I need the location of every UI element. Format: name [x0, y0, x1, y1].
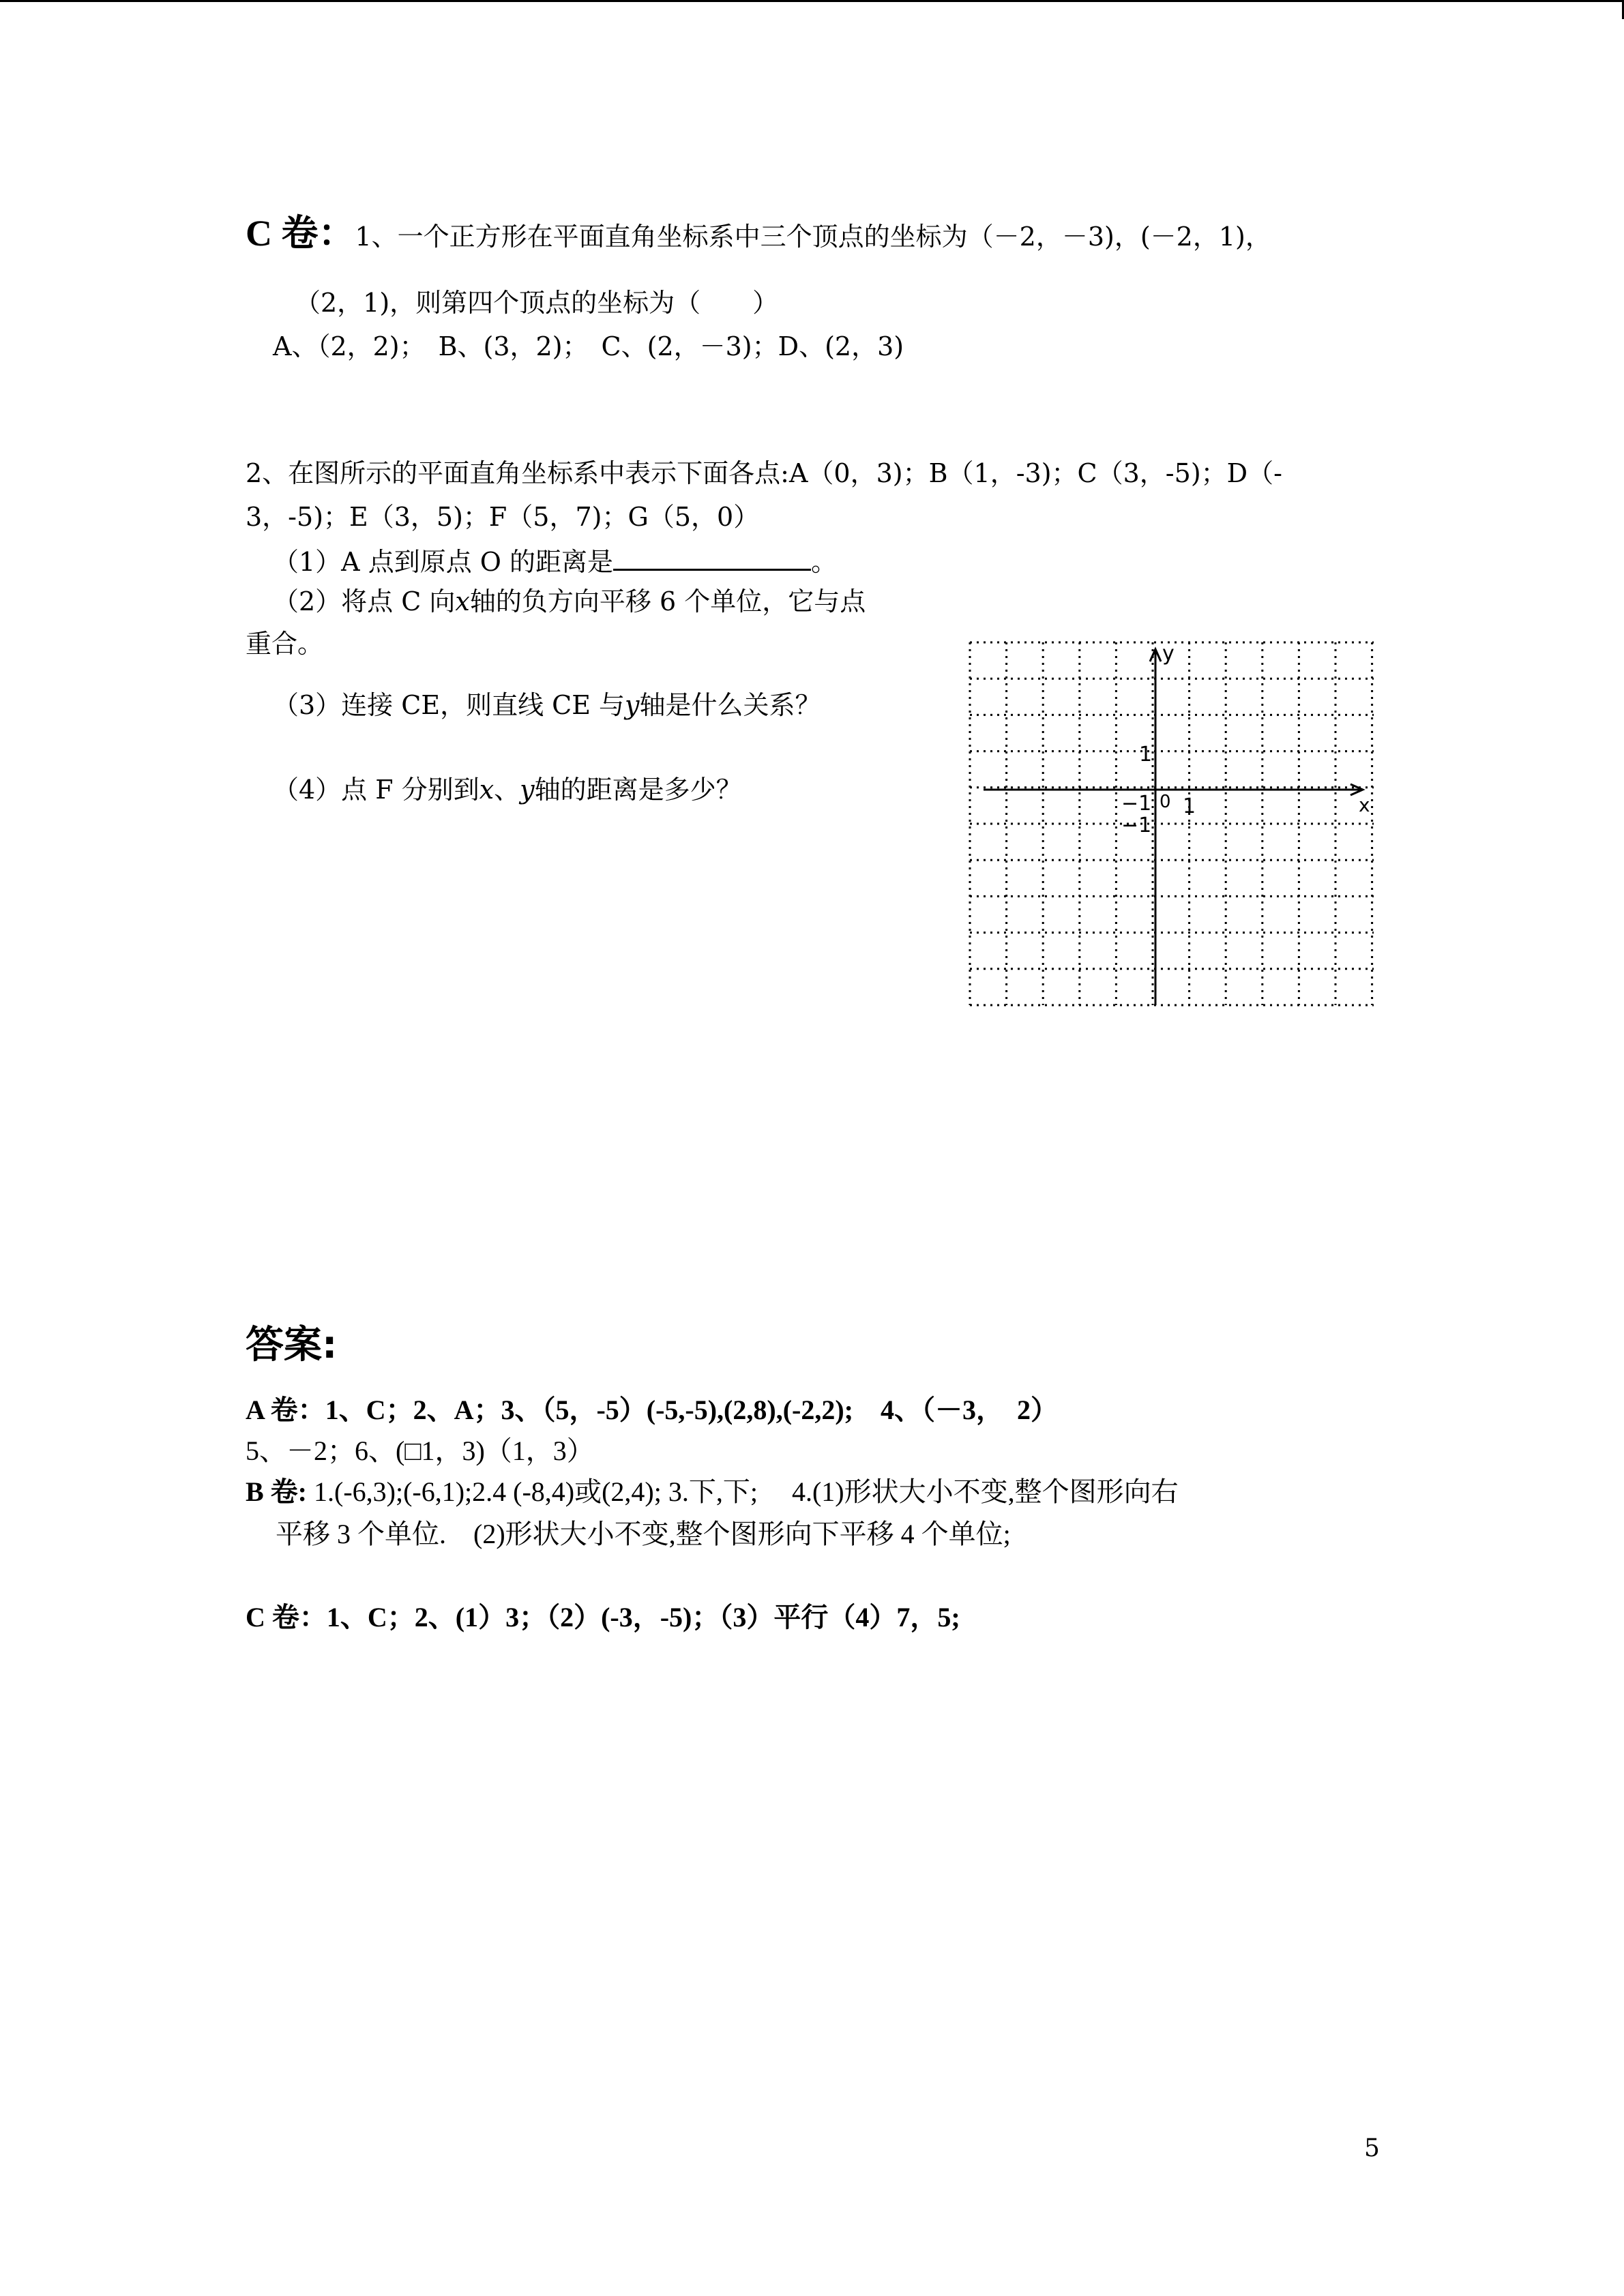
question-1-options: A、（2，2)； B、(3，2)； C、(2，－3)；D、(2，3) — [273, 331, 904, 361]
sub-3-text: （3）连接 CE，则直线 CE 与 — [273, 690, 625, 720]
sub-3-variable: y — [625, 690, 640, 720]
page-top-border — [0, 0, 1624, 2]
page-number: 5 — [1364, 2134, 1380, 2162]
sub-2-text: （2）将点 C 向 — [273, 586, 456, 616]
tick-y-negative: −1 — [1121, 814, 1152, 837]
axes — [984, 649, 1363, 1005]
sub-2-text-end: 轴的负方向平移 6 个单位，它与点 — [469, 586, 866, 616]
sub-2-variable: x — [455, 586, 470, 616]
answer-c-label: C 卷： — [246, 1602, 327, 1632]
sub-4-variable-y: y — [520, 775, 535, 805]
y-axis-label: y — [1162, 642, 1175, 666]
question-1-line-1 — [246, 213, 1271, 254]
tick-y-positive: 1 — [1139, 743, 1153, 766]
question-2-line-1: 2、在图所示的平面直角坐标系中表示下面各点:A（0，3)；B（1，-3)；C（3，-5)；D（- — [246, 458, 1282, 488]
tick-x-positive: 1 — [1183, 794, 1196, 818]
question-1-text: 1、一个正方形在平面直角坐标系中三个顶点的坐标为（－2，－3)，(－2，1)， — [355, 222, 1271, 252]
question-2-line-2: 3，-5)；E（3，5)；F（5，7)；G（5，0） — [246, 502, 760, 532]
coordinate-grid — [967, 640, 1379, 1011]
answer-b-line-1 — [246, 1476, 1179, 1508]
sub-1-text: （1）A 点到原点 O 的距离是 — [273, 547, 614, 577]
answer-b-text: 1.(-6,3);(-6,1);2.4 (-8,4)或(2,4); 3.下,下; 4.(1)形状大小不变,整个图形向右 — [307, 1476, 1179, 1507]
answer-c-line — [246, 1601, 960, 1634]
sub-4-text-end: 轴的距离是多少？ — [534, 775, 742, 805]
section-c-label: C 卷： — [246, 213, 355, 254]
answer-a-text: 1、C；2、A；3、（5，-5）(-5,-5),(2,8),(-2,2); 4、（－3， 2） — [325, 1395, 1058, 1425]
x-axis-label: x — [1359, 794, 1370, 816]
answer-b-line-2: 平移 3 个单位. (2)形状大小不变,整个图形向下平移 4 个单位; — [276, 1519, 1011, 1549]
sub-3-text-end: 轴是什么关系？ — [639, 690, 821, 720]
answer-a-line-1 — [246, 1394, 1058, 1427]
question-2-sub-3 — [273, 689, 821, 721]
sub-4-variable-x: x — [479, 775, 494, 805]
question-2-sub-1 — [273, 544, 837, 578]
question-2-sub-2-cont: 重合。 — [246, 629, 324, 659]
answer-b-label: B 卷: — [246, 1476, 307, 1507]
answer-blank — [613, 544, 811, 571]
origin-label: 0 — [1160, 792, 1171, 812]
answers-title: 答案: — [246, 1323, 338, 1367]
grid-lines — [970, 642, 1374, 1005]
question-1-line-2: （2，1)，则第四个顶点的坐标为（ ） — [295, 288, 779, 318]
answer-a-line-2: 5、－2；6、(□1，3)（1，3） — [246, 1435, 594, 1466]
sub-4-separator: 、 — [494, 775, 520, 805]
question-2-sub-4 — [273, 773, 742, 806]
question-2-sub-2 — [273, 585, 866, 618]
sub-4-text: （4）点 F 分别到 — [273, 775, 479, 805]
answer-c-text: 1、C；2、(1）3；（2）(-3，-5)；（3）平行（4）7，5; — [326, 1602, 960, 1632]
answer-a-label: A 卷： — [246, 1395, 325, 1425]
tick-x-negative: −1 — [1121, 792, 1152, 816]
sub-1-end: 。 — [811, 547, 838, 577]
